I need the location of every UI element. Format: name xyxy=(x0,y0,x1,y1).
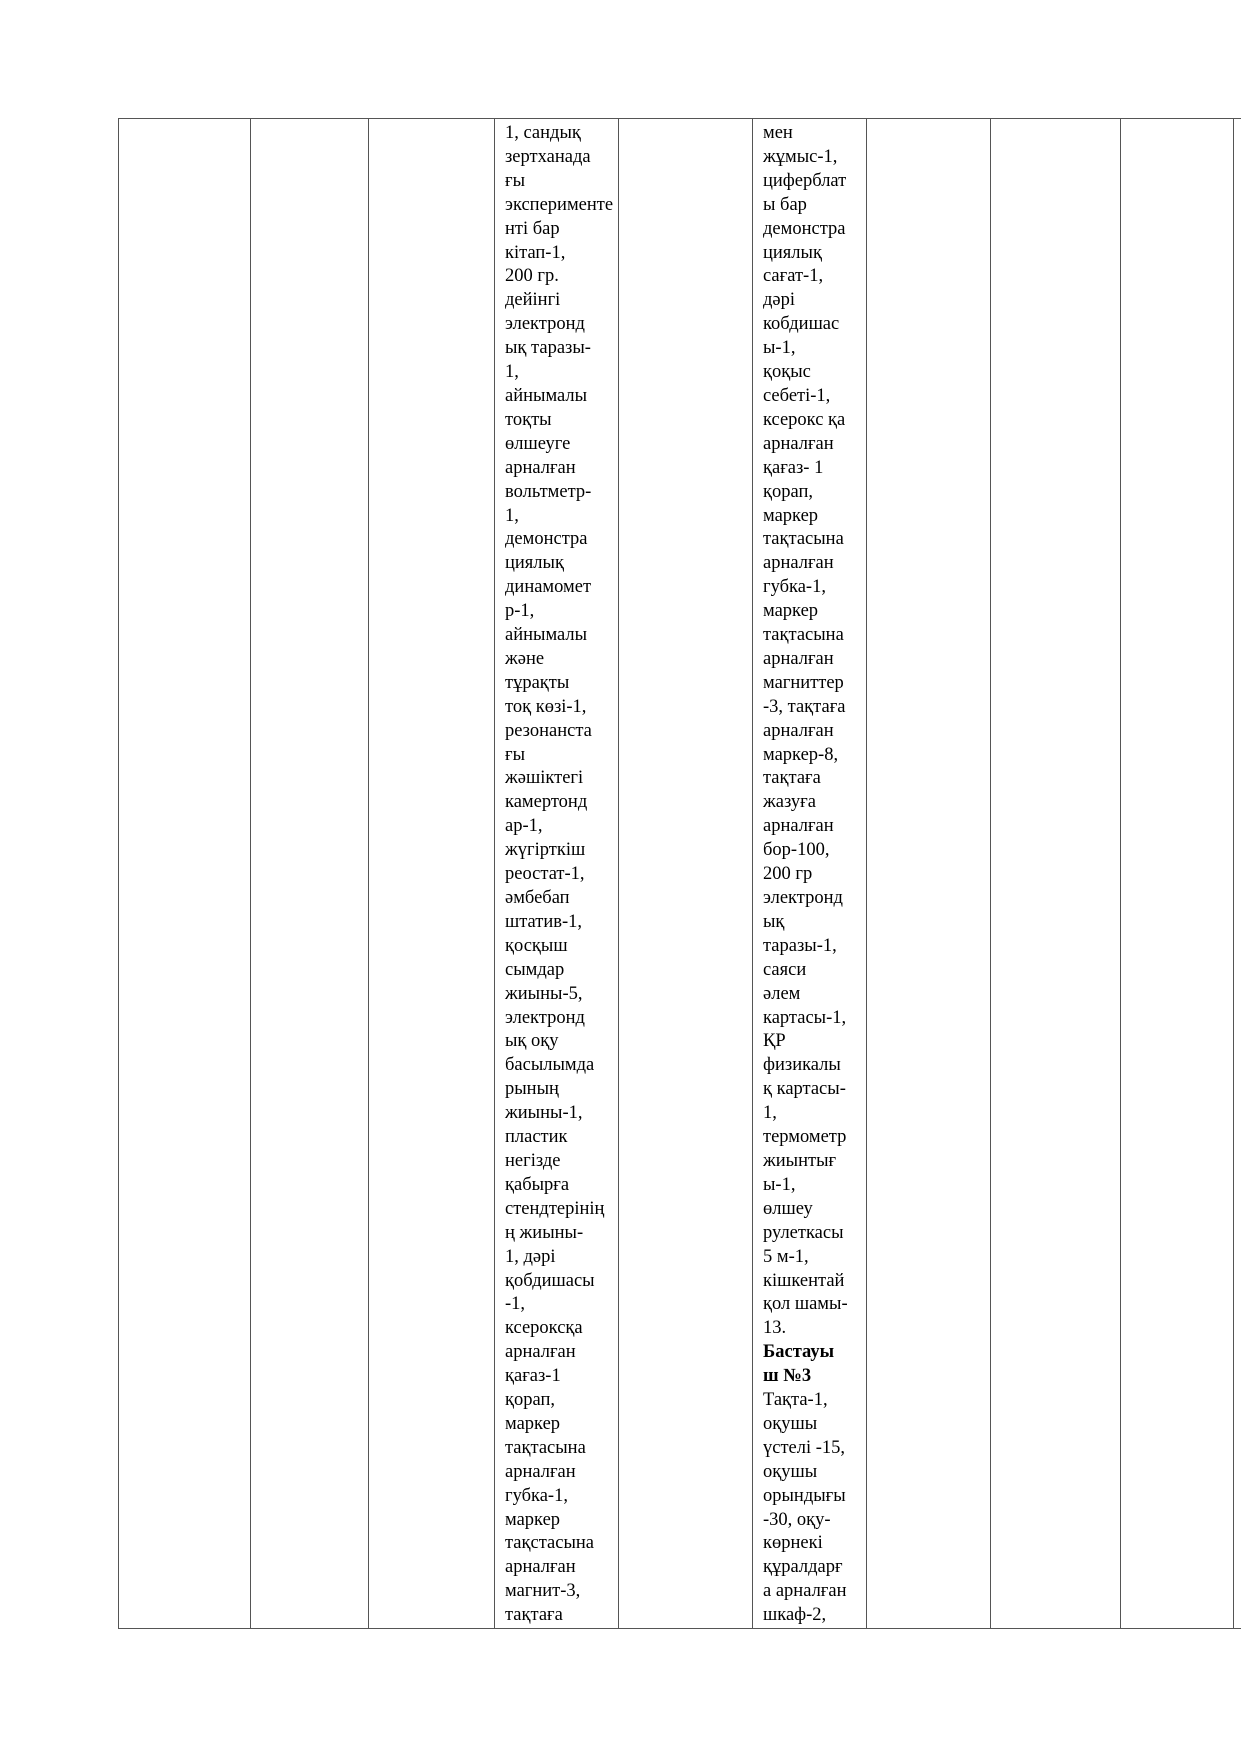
equipment-list-text: 1, сандық зертханада ғы эксперименте нті бар кітап-1, 200 гр. дейінгі электронд ық таразы- 1, айнымалы тоқты өлшеуге арналған вольтметр- 1, демонстра циялық динамомет р-1, айнымалы және тұрақты тоқ көзі-1, резонанста ғы жәшіктегі камертонд ар-1, жүгірткіш реостат-1, әмбебап штатив-1, қосқыш сымдар жиыны-5, электронд ық оқу басылымда рының жиыны-1, пластик негізде қабырға стендтерінің ң жиыны- 1, дәрі қобдишасы -1, ксероксқа арналған қағаз-1 қорап, маркер тақтасына арналған губка-1, маркер тақстасына арналған магнит-3, тақтаға xyxy=(505,123,614,1626)
table-cell-4 xyxy=(495,119,619,1629)
table-cell-1 xyxy=(119,119,251,1629)
equipment-list-text-2 xyxy=(753,119,866,1628)
table-cell-6 xyxy=(753,119,867,1629)
section-heading: Бастауы ш №3 xyxy=(763,1342,835,1387)
table-cell-10 xyxy=(1234,119,1241,1629)
table-cell-5 xyxy=(619,119,753,1629)
equipment-table xyxy=(118,118,1241,1629)
equipment-list-part-1: мен жұмыс-1, циферблат ы бар демонстра циялық сағат-1, дәрі кобдишас ы-1, қоқыс себеті-1, ксерокс қа арналған қағаз- 1 қорап, маркер тақтасына арналған губка-1, маркер тақтасына арналған магниттер -3, тақтаға арналған маркер-8, тақтаға жазуға арналған бор-100, 200 гр электронд ық таразы-1, саяси әлем картасы-1, ҚР физикалы қ картасы- 1, термометр жиынтығ ы-1, өлшеу рулеткасы 5 м-1, кішкентай қол шамы- 13. xyxy=(763,123,848,1339)
table-cell-3 xyxy=(369,119,495,1629)
table-row xyxy=(119,119,1241,1629)
table-cell-9 xyxy=(1121,119,1234,1629)
table-cell-2 xyxy=(251,119,369,1629)
table-cell-7 xyxy=(867,119,991,1629)
equipment-list-part-2: Тақта-1, оқушы үстелі -15, оқушы орындығы -30, оқу- көрнекі құралдарғ а арналған шкаф-2, xyxy=(763,1390,847,1626)
table-cell-8 xyxy=(991,119,1121,1629)
